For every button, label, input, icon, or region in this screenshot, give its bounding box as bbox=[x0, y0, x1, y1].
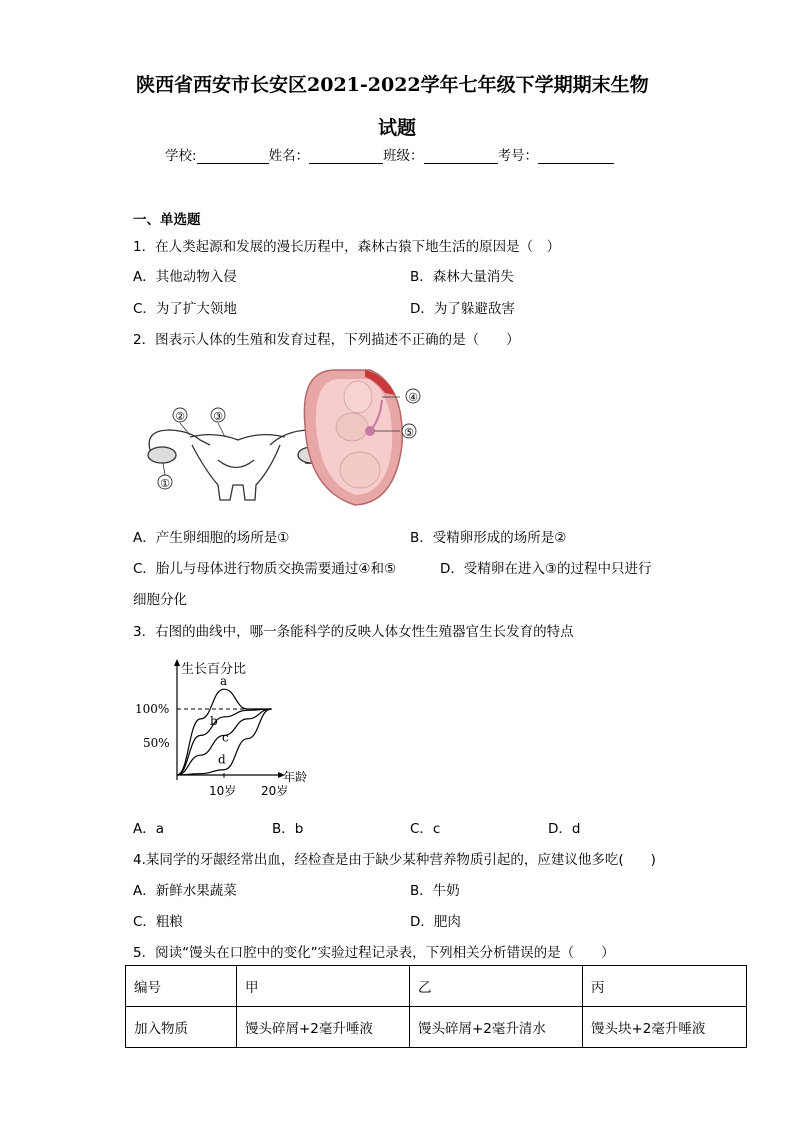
student-info bbox=[165, 144, 614, 164]
label-2: ② bbox=[175, 410, 185, 423]
table-cell: 加入物质 bbox=[126, 1007, 237, 1048]
q1-option-c[interactable]: C．为了扩大领地 bbox=[133, 301, 237, 317]
page-title-line2: 试题 bbox=[378, 117, 417, 139]
q1-stem: 1．在人类起源和发展的漫长历程中，森林古猿下地生活的原因是（ ） bbox=[133, 239, 561, 255]
y-axis-arrow bbox=[174, 659, 180, 666]
q4-option-a[interactable]: A．新鲜水果蔬菜 bbox=[133, 883, 237, 899]
q2-option-d-continued: 细胞分化 bbox=[133, 592, 187, 608]
name-label: 姓名： bbox=[268, 148, 310, 164]
table-cell: 丙 bbox=[583, 966, 747, 1007]
table-cell: 馒头碎屑+2毫升唾液 bbox=[237, 1007, 410, 1048]
q5-stem: 5．阅读“馒头在口腔中的变化”实验过程记录表，下列相关分析错误的是（ ） bbox=[133, 945, 615, 961]
q3-option-c[interactable]: C．c bbox=[410, 821, 441, 837]
q3-option-a[interactable]: A．a bbox=[133, 821, 165, 837]
experiment-table bbox=[125, 965, 747, 1048]
table-cell: 馒头块+2毫升唾液 bbox=[583, 1007, 747, 1048]
q3-option-d[interactable]: D．d bbox=[548, 821, 581, 837]
curve-label-d: d bbox=[218, 752, 226, 767]
x-tick-label-10: 10岁 bbox=[209, 784, 237, 798]
table-cell: 甲 bbox=[237, 966, 410, 1007]
y-axis-label: 生长百分比 bbox=[181, 662, 247, 677]
uterus-diagram bbox=[148, 430, 326, 500]
x-tick-label-20: 20岁 bbox=[261, 784, 289, 798]
table-header-row bbox=[126, 966, 747, 1007]
x-axis-label: 年龄 bbox=[283, 770, 308, 784]
number-blank[interactable] bbox=[538, 149, 614, 164]
label-3: ③ bbox=[213, 410, 223, 423]
class-label: 班级： bbox=[383, 148, 424, 164]
q4-option-b[interactable]: B．牛奶 bbox=[410, 883, 460, 899]
q2-option-b[interactable]: B．受精卵形成的场所是② bbox=[410, 530, 567, 546]
q1-option-a[interactable]: A．其他动物入侵 bbox=[133, 269, 237, 285]
reproductive-system-figure bbox=[130, 365, 430, 510]
table-cell: 乙 bbox=[410, 966, 583, 1007]
q2-option-a[interactable]: A．产生卵细胞的场所是① bbox=[133, 530, 290, 546]
y-tick-100: 100% bbox=[135, 702, 170, 716]
label-1: ① bbox=[160, 477, 170, 490]
q4-option-d[interactable]: D．肥肉 bbox=[410, 914, 461, 930]
curve-label-c: c bbox=[222, 730, 229, 745]
q2-stem: 2．图表示人体的生殖和发育过程，下列描述不正确的是（ ） bbox=[133, 332, 520, 348]
q1-option-d[interactable]: D．为了躲避敌害 bbox=[410, 301, 515, 317]
table-cell: 馒头碎屑+2毫升清水 bbox=[410, 1007, 583, 1048]
fetus-in-uterus-image bbox=[304, 370, 402, 505]
q4-stem: 4.某同学的牙龈经常出血，经检查是由于缺少某种营养物质引起的，应建议他多吃( ) bbox=[133, 852, 656, 868]
label-5: ⑤ bbox=[404, 426, 414, 439]
table-cell: 编号 bbox=[126, 966, 237, 1007]
growth-chart bbox=[125, 655, 325, 805]
school-label: 学校: bbox=[165, 148, 197, 164]
q2-option-d[interactable]: D．受精卵在进入③的过程中只进行 bbox=[440, 561, 652, 577]
class-blank[interactable] bbox=[424, 149, 498, 164]
q2-option-c[interactable]: C．胎儿与母体进行物质交换需要通过④和⑤ bbox=[133, 561, 397, 577]
number-label: 考号： bbox=[497, 148, 539, 164]
label-4: ④ bbox=[408, 391, 418, 404]
y-tick-50: 50% bbox=[143, 736, 170, 750]
school-blank[interactable] bbox=[197, 149, 269, 164]
q3-option-b[interactable]: B．b bbox=[272, 821, 304, 837]
q3-stem: 3．右图的曲线中，哪一条能科学的反映人体女性生殖器官生长发育的特点 bbox=[133, 624, 574, 640]
page-title-line1: 陕西省西安市长安区2021-2022学年七年级下学期期末生物 bbox=[136, 74, 649, 96]
section-heading: 一、单选题 bbox=[133, 212, 201, 228]
q4-option-c[interactable]: C．粗粮 bbox=[133, 914, 183, 930]
name-blank[interactable] bbox=[309, 149, 383, 164]
curve-label-b: b bbox=[210, 713, 218, 728]
curve-label-a: a bbox=[220, 674, 228, 689]
q1-option-b[interactable]: B．森林大量消失 bbox=[410, 269, 514, 285]
table-row bbox=[126, 1007, 747, 1048]
